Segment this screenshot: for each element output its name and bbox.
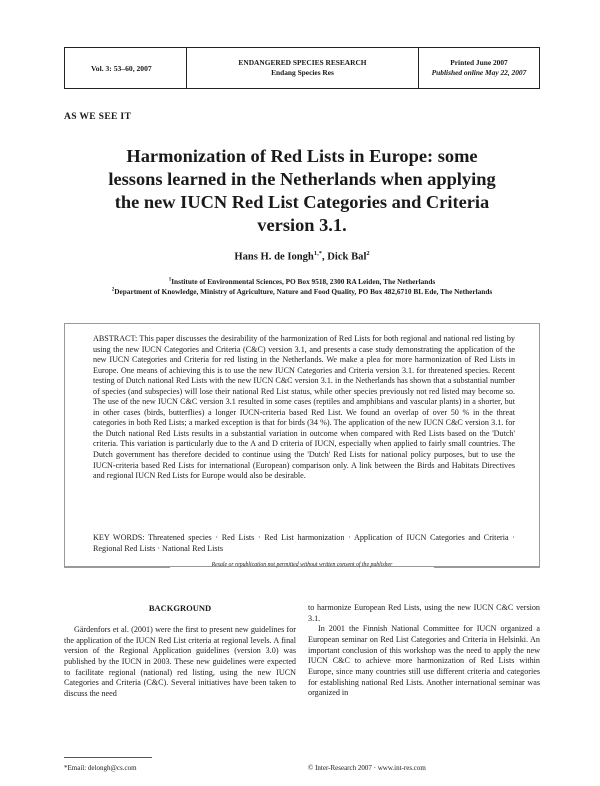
background-heading: BACKGROUND xyxy=(148,603,212,613)
body-column-left xyxy=(64,625,296,700)
journal-header-box xyxy=(64,47,540,89)
printed-date: Printed June 2007 xyxy=(450,58,508,67)
volume-text: Vol. 3: 53–60, 2007 xyxy=(91,63,152,73)
affiliation xyxy=(64,287,540,296)
title-line: lessons learned in the Netherlands when applying xyxy=(108,169,496,189)
affiliation xyxy=(64,277,540,286)
body-paragraph: to harmonize European Red Lists, using the new IUCN C&C version 3.1. xyxy=(308,603,540,623)
affiliation-number: 1 xyxy=(168,277,172,283)
affiliation-number: 2 xyxy=(111,287,115,293)
authors xyxy=(64,250,540,263)
published-online-date: Published online May 22, 2007 xyxy=(431,68,527,77)
corresponding-mark: * xyxy=(318,250,322,257)
title-line: the new IUCN Red List Categories and Criteria xyxy=(114,192,490,212)
volume-cell xyxy=(65,48,187,88)
body-paragraph: In 2001 the Finnish National Committee for IUCN organized a European seminar on Red List Categories and Criteria in Helsinki. An important conclusion of this workshop was the need to apply the new IUCN C&C to achieve more harmonization of Red Lists within Europe, since many countries still use different criteria and categories for establishing national Red Lists. Another international seminar was organized in xyxy=(308,624,540,698)
paper-title xyxy=(64,145,540,237)
journal-name: ENDANGERED SPECIES RESEARCH xyxy=(238,58,367,67)
author-affil-sup: 1, xyxy=(313,250,319,257)
author-affil-sup: 2 xyxy=(366,250,370,257)
affiliation-text: Department of Knowledge, Ministry of Agriculture, Nature and Food Quality, PO Box 482,6710 BL Ede, The Netherlands xyxy=(114,287,493,296)
journal-abbrev: Endang Species Res xyxy=(271,68,334,77)
author-name: Hans H. de Iongh xyxy=(234,251,314,263)
affiliation-text: Institute of Environmental Sciences, PO Box 9518, 2300 RA Leiden, The Netherlands xyxy=(171,277,436,286)
author-separator: , xyxy=(321,251,328,263)
date-cell xyxy=(419,48,539,88)
footnote-rule xyxy=(64,757,152,758)
abstract: ABSTRACT: This paper discusses the desirability of the harmonization of Red Lists for both regional and national red listing by using the new IUCN Categories and Criteria (C&C) version 3.1, and presents a case study demonstrating the application of the new IUCN Categories and Criteria for red listing in the Netherlands. We make a plea for more harmonization of Red Lists in Europe. One means of achieving this is to use the new IUCN Categories and Criteria version 3.1. for threatened species. Recent testing of Dutch national Red Lists with the new IUCN C&C version 3.1. in the Netherlands has shown that a substantial number of species (and subspecies) will lose their national Red List status, while other species previously not red listed may become so. The use of the new IUCN C&C version 3.1 resulted in some cases (reptiles and amphibians and vascular plants) in a shorter, but in other cases (birds, butterflies) a longer IUCN-criteria based Red List. We found an overlap of over 50 % in the threat categories in both Red Lists; a marked exception is that for birds (34 %). The application of the new IUCN C&C version 3.1. for the Dutch national Red Lists results in a substantial variation in outcome when compared with Red Lists based on the 'Dutch' criteria. This variation is particularly due to the A and D criteria of IUCN, especially when applied to fairly small countries. The Dutch government has therefore decided to continue using the 'Dutch' Red Lists for national policy purposes, but to use the IUCN-criteria based Red Lists for international (European) comparison only. A link between the Birds and Habitats Directives and regional IUCN Red Lists for Europe would also be desirable. xyxy=(93,334,515,481)
keywords: KEY WORDS: Threatened species · Red Lists · Red List harmonization · Application of IUCN Categories and Criteria · Regional Red Lists · National Red Lists xyxy=(93,533,515,553)
copyright: © Inter-Research 2007 · www.int-res.com xyxy=(308,764,426,772)
body-column-right xyxy=(308,603,540,699)
journal-cell xyxy=(187,48,419,88)
section-label: AS WE SEE IT xyxy=(64,111,132,122)
title-line: Harmonization of Red Lists in Europe: some xyxy=(126,146,478,166)
body-paragraph: Gärdenfors et al. (2001) were the first to present new guidelines for the application of the IUCN Red List criteria at regional levels. A final version of the Regional Application guidelines (version 3.0) was published by the IUCN in 2003. These new guidelines were expected to facilitate regional (national) red listing, using the new IUCN Categories and Criteria (C&C). Several initiatives have been taken to discuss the need xyxy=(64,625,296,698)
author-name: Dick Bal xyxy=(327,251,367,263)
republication-notice: Resale or republication not permitted without written consent of the publisher xyxy=(211,562,393,568)
title-line: version 3.1. xyxy=(257,215,347,235)
corresponding-email: *Email: delongh@cs.com xyxy=(64,764,137,772)
